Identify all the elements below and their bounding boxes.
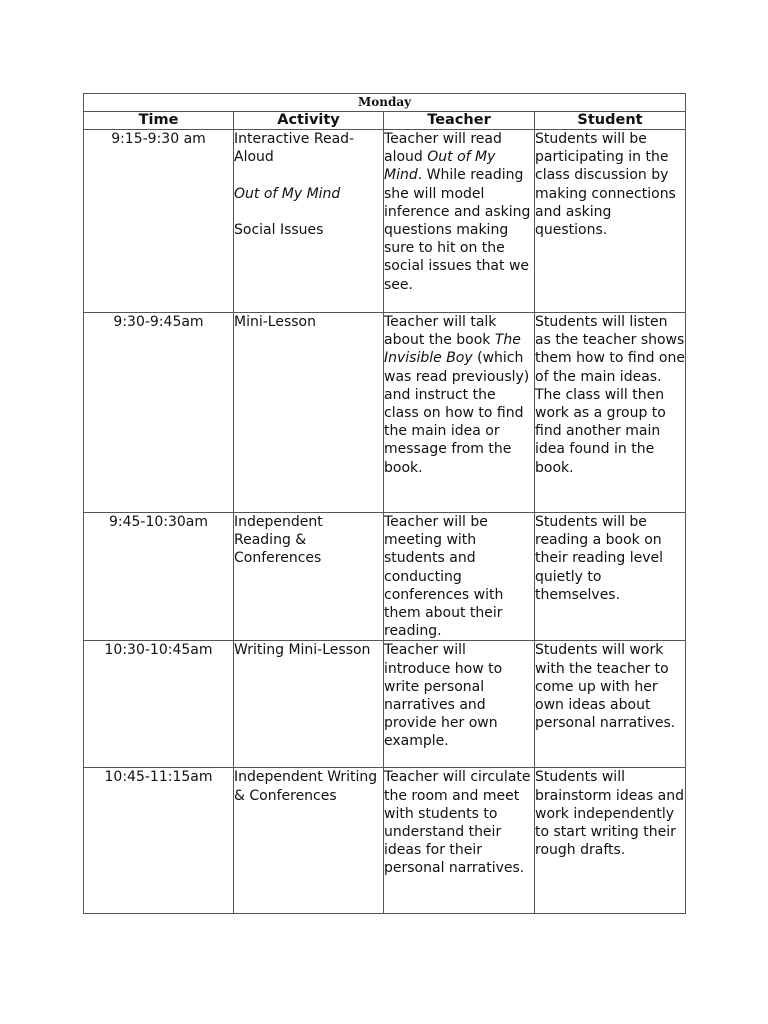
activity-title: Interactive Read-Aloud xyxy=(234,131,355,166)
time-cell: 9:30-9:45am xyxy=(84,313,234,513)
time-cell: 10:30-10:45am xyxy=(84,641,234,768)
teacher-cell: Teacher will be meeting with students and conducting conferences with them about their reading. xyxy=(384,513,535,641)
day-header-row xyxy=(84,94,686,112)
table-row xyxy=(84,513,686,641)
teacher-cell: Teacher will introduce how to write personal narratives and provide her own example. xyxy=(384,641,535,768)
activity-cell xyxy=(234,313,384,513)
teacher-text: . While reading she will model inference and asking questions making sure to hit on the social issues that we see. xyxy=(384,167,531,293)
teacher-text: (which was read previously) and instruct the class on how to find the main idea or message from the book. xyxy=(384,350,530,476)
header-student: Student xyxy=(535,112,686,130)
student-cell: Students will be participating in the class discussion by making connections and asking questions. xyxy=(535,130,686,313)
activity-cell: Writing Mini-Lesson xyxy=(234,641,384,768)
book-title: Out of My Mind xyxy=(384,149,496,184)
time-cell: 9:15-9:30 am xyxy=(84,130,234,313)
lesson-schedule-table xyxy=(83,93,686,914)
table-row xyxy=(84,130,686,313)
activity-cell xyxy=(234,130,384,313)
teacher-text: Teacher will read aloud xyxy=(384,131,502,166)
header-activity: Activity xyxy=(234,112,384,130)
activity-cell: Independent Reading & Conferences xyxy=(234,513,384,641)
activity-topic: Social Issues xyxy=(234,221,324,238)
table-row xyxy=(84,313,686,513)
table-row xyxy=(84,641,686,768)
header-teacher: Teacher xyxy=(384,112,535,130)
book-title: Out of My Mind xyxy=(234,185,341,202)
student-cell: Students will be reading a book on their reading level quietly to themselves. xyxy=(535,513,686,641)
time-cell: 9:45-10:30am xyxy=(84,513,234,641)
student-cell: Students will work with the teacher to come up with her own ideas about personal narratives. xyxy=(535,641,686,768)
teacher-text: Teacher will talk about the book xyxy=(384,314,497,349)
teacher-cell: Teacher will circulate the room and meet with students to understand their ideas for their personal narratives. xyxy=(384,768,535,914)
student-cell: Students will listen as the teacher shows them how to find one of the main ideas. The class will then work as a group to find another main idea found in the book. xyxy=(535,313,686,513)
column-header-row xyxy=(84,112,686,130)
header-time: Time xyxy=(84,112,234,130)
time-cell: 10:45-11:15am xyxy=(84,768,234,914)
activity-cell: Independent Writing & Conferences xyxy=(234,768,384,914)
teacher-cell xyxy=(384,313,535,513)
student-cell: Students will brainstorm ideas and work independently to start writing their rough drafts. xyxy=(535,768,686,914)
activity-title: Mini-Lesson xyxy=(234,314,316,330)
book-title: The Invisible Boy xyxy=(384,332,521,367)
teacher-cell xyxy=(384,130,535,313)
table-row xyxy=(84,768,686,914)
day-title: Monday xyxy=(84,94,686,112)
